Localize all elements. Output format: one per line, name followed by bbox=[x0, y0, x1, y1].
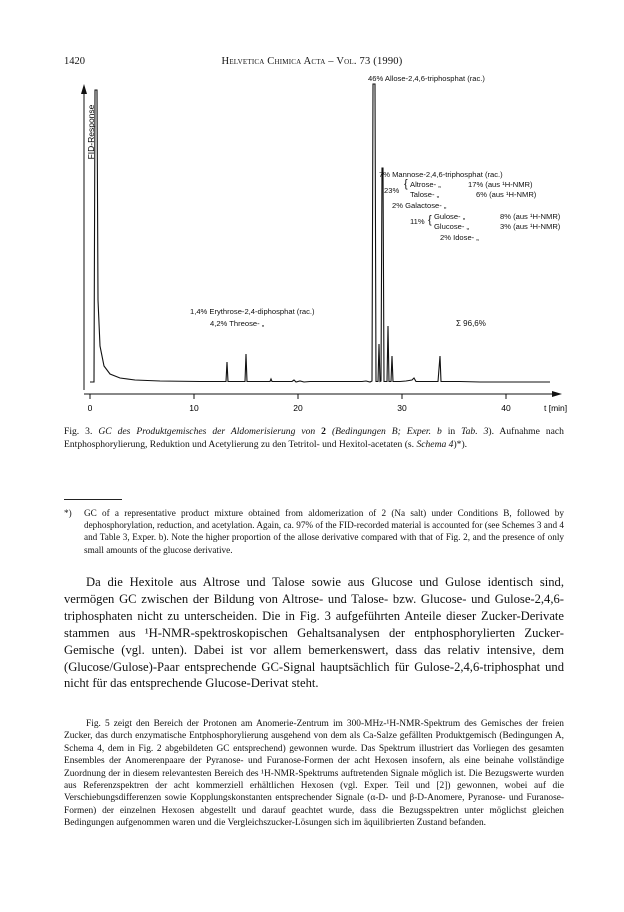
brace-gulose-glucose: { bbox=[428, 214, 432, 226]
annotation-mannose: 7% Mannose-2,4,6-triphosphat (rac.) bbox=[379, 170, 503, 179]
x-ticks bbox=[88, 394, 511, 413]
x-tick-label-0: 0 bbox=[87, 403, 93, 413]
annotation-11-percent: 11% bbox=[410, 217, 425, 226]
annotation-glucose-value: 3% (aus ¹H-NMR) bbox=[500, 222, 561, 231]
annotation-talose-value: 6% (aus ¹H-NMR) bbox=[476, 190, 537, 199]
running-title: Helvetica Chimica Acta – Vol. 73 (1990) bbox=[221, 56, 403, 67]
annotation-glucose: Glucose- „ bbox=[434, 222, 470, 231]
caption-table-ref: Tab. 3 bbox=[461, 426, 489, 437]
page-number: 1420 bbox=[64, 56, 85, 67]
footnote-text: GC of a representative product mixture obtained from aldomerization of 2 (Na salt) under Conditions B, followed by dephosphorylation, reduction, and acetylation. Again, ca. 97% of the FID-recorded material is accounted for (see Schemes 3 and 4 and Table 3, Exper. b). Note the higher proportion of the allose derivative compared with that of Fig. 2, and the presence of only small amounts of the glucose derivative. bbox=[84, 508, 564, 555]
annotation-threose: 4,2% Threose- „ bbox=[210, 319, 265, 328]
paragraph-2: Fig. 5 zeigt den Bereich der Protonen am Anomerie-Zentrum im 300-MHz-¹H-NMR-Spektrum des Gemisches der freien Zucker, das durch enzymatische Entphosphorylierung ausgehend von dem als Ca-Salze gefällten Produktgemisch (Bedingungen A, Schema 4, dem in Fig. 2 abgebildeten GC entsprechend) gewonnen wurde. Das Spektrum illustriert das Vorliegen des gesamten Ensembles der Anomerenpaare der Pyranose- und Furanose-Formen der acht Hexosen insofern, als eine beinahe vollständige Zuordnung der in diesem relevantesten Bereich des ¹H-NMR-Spektrums auftretenden Signale möglich ist. Die Bezugswerte wurden aus Referenzspektren der acht kommerziell erhältlichen Hexosen (vgl. Exper. Teil und [2]) gewonnen, wobei auf die Verschiebungsdifferenzen sowie Kopplungskonstanten entsprechender Signale (α-D- und β-D-Anomere, Pyranose- und Furanose-Formen) der einzelnen Hexosen abgestellt und darauf geachtet wurde, dass die Bezugsspektren unter möglichst gleichen Bedingungen aufgenommen waren und die Vergleichszucker-Lösungen sich im äquilibrierten Zustand befanden. bbox=[64, 719, 564, 829]
x-tick-label-4: 40 bbox=[501, 403, 511, 413]
gc-chromatogram bbox=[0, 0, 624, 440]
caption-conditions: (Bedingungen B; Exper. b bbox=[331, 426, 442, 437]
caption-label: Fig. 3. bbox=[64, 426, 93, 437]
caption-rest: ). Aufnahme nach Entphosphorylierung, Reduktion und Acetylierung zu den Tetritol- und Hexitol-acetaten (s. bbox=[64, 426, 564, 450]
caption-in: in bbox=[447, 426, 456, 437]
annotation-altrose-value: 17% (aus ¹H-NMR) bbox=[468, 180, 533, 189]
x-tick-label-1: 10 bbox=[189, 403, 199, 413]
annotation-idose: 2% Idose- „ bbox=[440, 233, 479, 242]
caption-compound: 2 bbox=[321, 426, 326, 437]
paragraph-1: Da die Hexitole aus Altrose und Talose sowie aus Glucose und Gulose identisch sind, vermögen GC zwischen der Bildung von Altrose- und Talose- bzw. Glucose- und Gulose-2,4,6-triphosphaten nicht zu unterscheiden. Die in Fig. 3 aufgeführten Anteile dieser Zucker-Derivate stammen aus ¹H-NMR-spektroskopischen Gehaltsanalysen der entphosphorylierten Zucker-Gemische (vgl. unten). Dabei ist vor allem bemerkenswert, dass das relativ intensive, dem (Glucose/Gulose)-Paar entsprechende GC-Signal hauptsächlich für Gulose-2,4,6-triphosphat und nicht für das entsprechende Glucose-Derivat steht. bbox=[64, 575, 564, 691]
annotation-altrose: Altrose- „ bbox=[410, 180, 441, 189]
x-tick-label-2: 20 bbox=[293, 403, 303, 413]
footnote-rule bbox=[64, 499, 122, 500]
caption-end: )*). bbox=[453, 438, 468, 450]
y-axis-label: FID-Response bbox=[86, 104, 96, 160]
caption-schema-ref: Schema 4 bbox=[416, 438, 454, 450]
gc-trace bbox=[90, 84, 550, 382]
footnote-marker: *) bbox=[64, 508, 72, 518]
annotation-talose: Talose- „ bbox=[410, 190, 440, 199]
annotation-23-percent: 23% bbox=[384, 186, 400, 195]
caption-italic: GC des Produktgemisches der Aldomerisierung von bbox=[98, 426, 316, 437]
annotation-galactose: 2% Galactose- „ bbox=[392, 201, 447, 210]
y-axis-arrow bbox=[81, 84, 87, 94]
annotation-sum: Σ 96,6% bbox=[456, 319, 486, 328]
annotation-allose: 46% Allose-2,4,6-triphosphat (rac.) bbox=[368, 74, 485, 83]
annotation-erythrose: 1,4% Erythrose-2,4-diphosphat (rac.) bbox=[190, 307, 315, 316]
x-tick-label-3: 30 bbox=[397, 403, 407, 413]
x-axis-label: t [min] bbox=[544, 403, 568, 413]
x-axis-arrow bbox=[552, 391, 562, 397]
annotation-gulose-value: 8% (aus ¹H-NMR) bbox=[500, 212, 561, 221]
brace-altrose-talose: { bbox=[404, 178, 408, 190]
figure-caption bbox=[64, 426, 564, 451]
annotation-gulose: Gulose- „ bbox=[434, 212, 466, 221]
